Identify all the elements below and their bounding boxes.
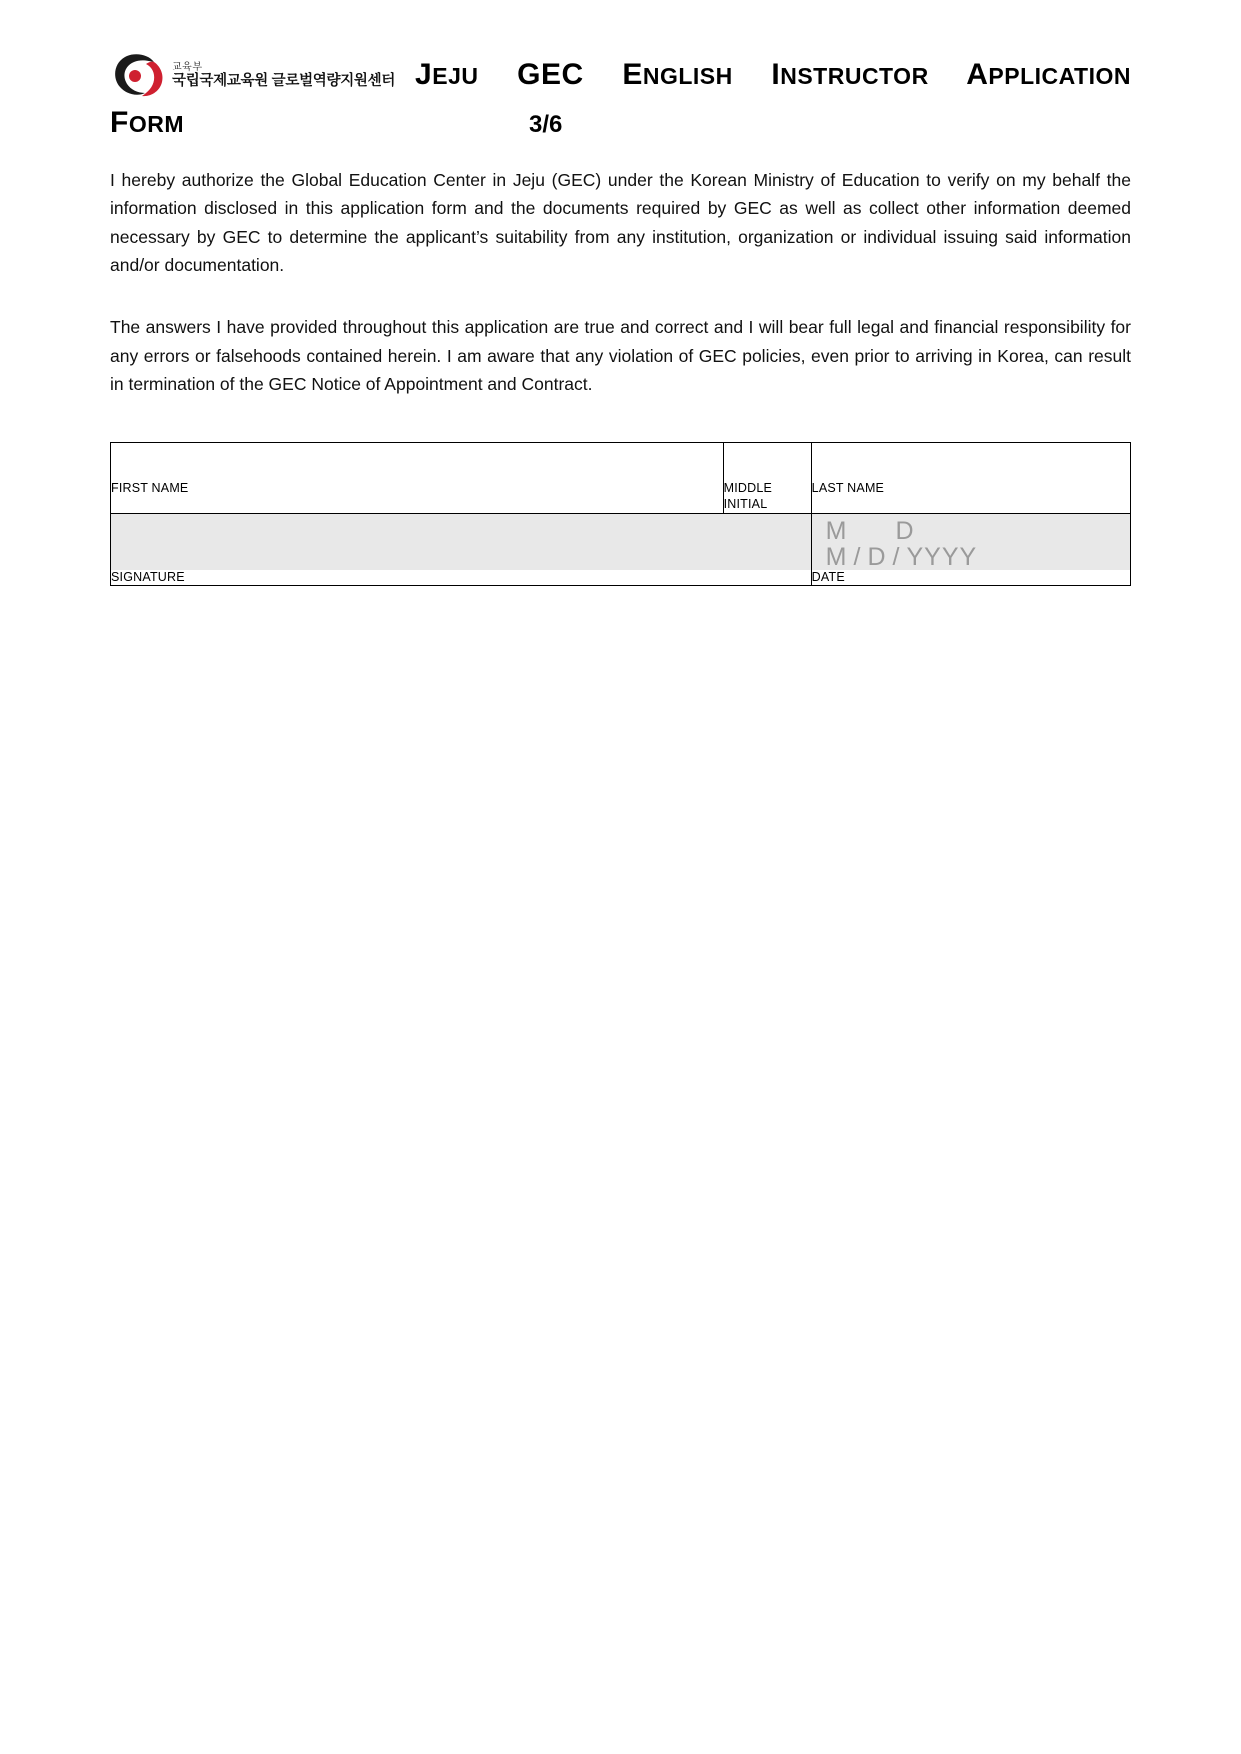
date-input[interactable] [811,513,1130,570]
date-label: DATE [811,570,1130,586]
date-placeholder-bottom [812,544,1130,570]
title-second-line [110,106,1131,140]
title-word-instructor: INSTRUCTOR [771,58,929,91]
signature-input[interactable] [111,513,812,570]
table-row-signature-labels [111,570,1131,586]
date-separator-1: / [853,542,862,571]
title-word-gec: GEC [517,58,584,91]
table-row-name-inputs [111,443,1131,482]
date-placeholder-month: M [825,542,848,571]
date-placeholder-month-top: M [825,516,848,545]
middle-initial-label: MIDDLE INITIAL [723,481,811,513]
title-word-application: APPLICATION [966,58,1131,91]
korea-government-symbol-icon [110,52,168,100]
date-placeholder-year: YYYY [906,542,978,571]
middle-initial-input[interactable] [723,443,811,482]
table-row-name-labels [111,481,1131,513]
first-name-label: FIRST NAME [111,481,724,513]
last-name-input[interactable] [811,443,1130,482]
page-title [395,52,1131,99]
truthfulness-paragraph: The answers I have provided throughout this application are true and correct and I will bear full legal and financial responsibility for any errors or falsehoods contained herein. I am aware that any violation of GEC policies, even prior to arriving in Korea, can result in termination of the GEC Notice of Appointment and Contract. [110,317,1131,395]
title-word-jeju: JEJU [415,58,479,91]
date-placeholder-day: D [867,542,887,571]
date-placeholder-day-top: D [895,516,915,545]
title-word-form: FORM [110,106,184,139]
title-wrap [395,52,1131,99]
table-row-signature-inputs [111,513,1131,570]
page-number: 3/6 [529,111,563,138]
date-separator-2: / [892,542,901,571]
logo-block [110,52,395,100]
date-placeholder-top [812,514,1130,544]
title-word-english: ENGLISH [622,58,733,91]
ministry-small-label: 교육부 [172,61,203,73]
signature-label: SIGNATURE [111,570,812,586]
last-name-label: LAST NAME [811,481,1130,513]
signature-table [110,442,1131,586]
authorization-paragraph: I hereby authorize the Global Education Center in Jeju (GEC) under the Korean Ministry of Education to verify on my behalf the information disclosed in this application form and the documents required by GEC as well as collect other information deemed necessary by GEC to determine the applicant’s suitability from any institution, organization or individual issuing said information and/or documentation. [110,170,1131,276]
first-name-input[interactable] [111,443,724,482]
logo-text [172,62,395,90]
document-header [110,30,1131,100]
ministry-main-label: 국립국제교육원 글로벌역량지원센터 [172,73,396,90]
